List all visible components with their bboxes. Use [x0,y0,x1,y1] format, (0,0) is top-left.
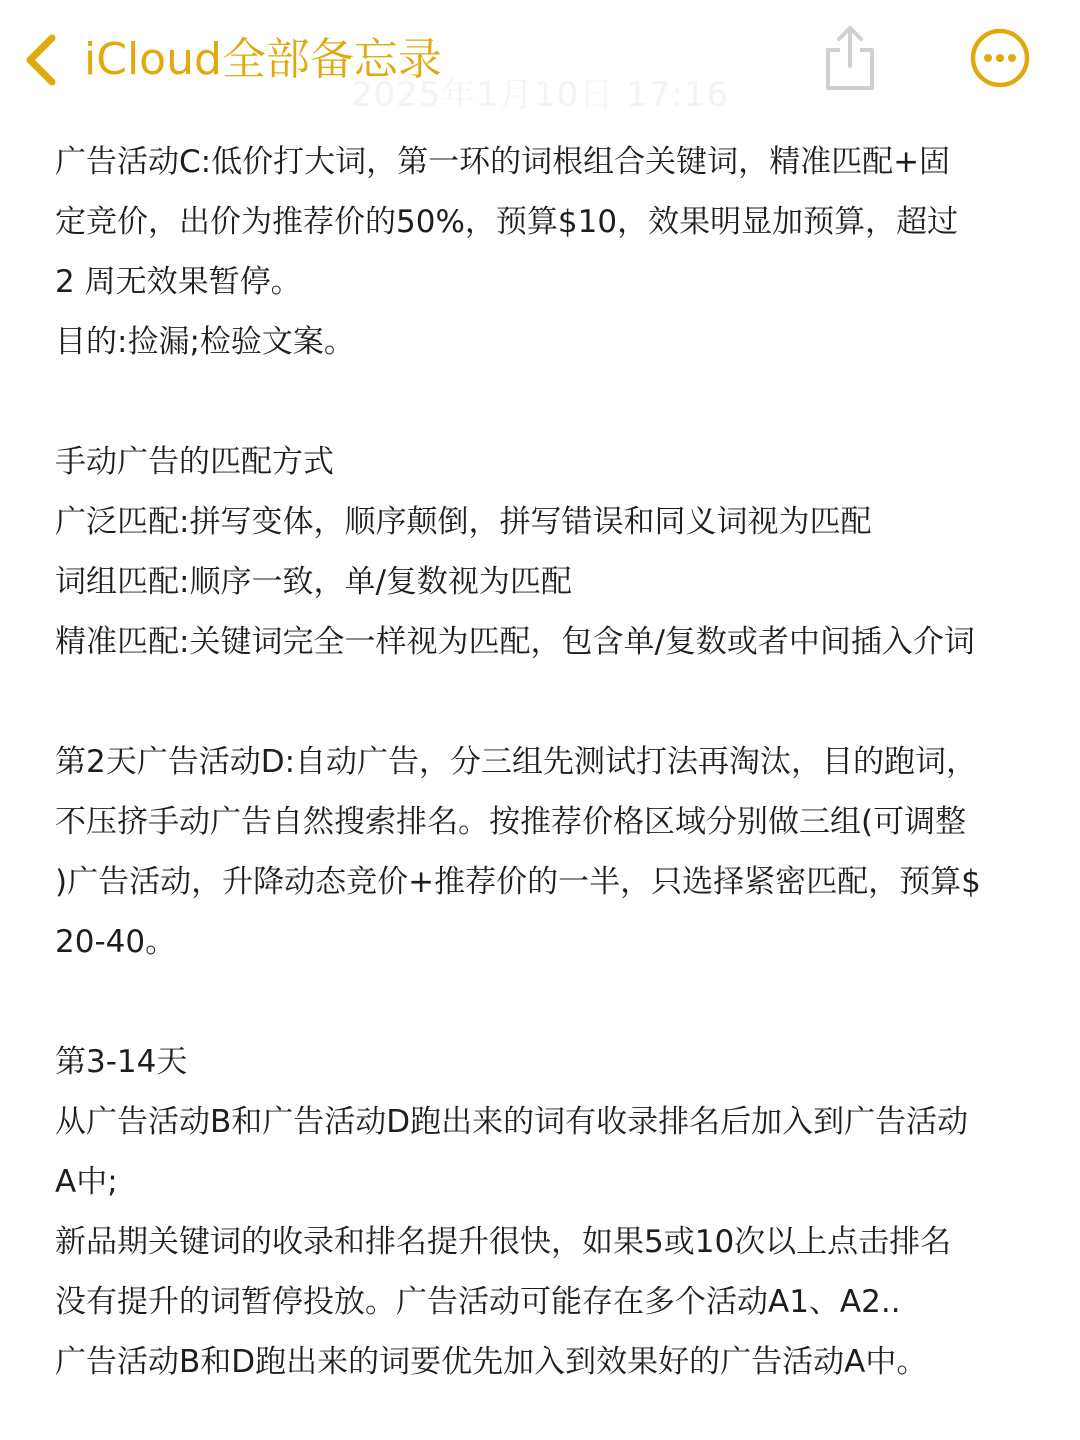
more-button[interactable] [970,28,1030,88]
note-text-line: 没有提升的词暂停投放。广告活动可能存在多个活动A1、A2.. [55,1284,901,1320]
note-blank-line [55,372,1045,432]
chevron-left-icon [22,32,62,88]
note-text-line: 广泛匹配:拼写变体，顺序颠倒，拼写错误和同义词视为匹配 [55,504,872,540]
note-text-line: 新品期关键词的收录和排名提升很快，如果5或10次以上点击排名 [55,1224,952,1260]
note-text-line: 第3-14天 [55,1044,188,1080]
note-text-line: 2 周无效果暂停。 [55,264,302,300]
note-text-line: 从广告活动B和广告活动D跑出来的词有收录排名后加入到广告活动 [55,1104,969,1140]
note-blank-line [55,972,1045,1032]
note-text-line: 目的:捡漏;检验文案。 [55,324,355,360]
back-button-label: iCloud全部备忘录 [84,34,442,85]
note-text-line: 第2天广告活动D:自动广告，分三组先测试打法再淘汰，目的跑词， [55,744,978,780]
note-text-line: 定竞价，出价为推荐价的50%，预算$10，效果明显加预算，超过 [55,204,959,240]
note-text-line: )广告活动，升降动态竞价+推荐价的一半，只选择紧密匹配，预算$ [55,864,981,900]
note-text-line: 20-40。 [55,924,177,960]
note-timestamp: 2025年1月10日 17:16 [350,75,730,115]
note-text-line: 广告活动B和D跑出来的词要优先加入到效果好的广告活动A中。 [55,1344,928,1380]
share-icon [820,22,880,94]
back-button[interactable] [22,30,442,90]
note-text-line: 不压挤手动广告自然搜索排名。按推荐价格区域分别做三组(可调整 [55,804,967,840]
note-text-line: 精准匹配:关键词完全一样视为匹配，包含单/复数或者中间插入介词 [55,624,975,660]
navigation-bar [0,0,1080,120]
note-text-line: 手动广告的匹配方式 [55,444,334,480]
share-button[interactable] [820,22,880,94]
ellipsis-circle-icon [970,28,1030,88]
note-body[interactable] [55,132,1045,1392]
note-blank-line [55,672,1045,732]
note-text-line: A中; [55,1164,118,1200]
note-text-line: 广告活动C:低价打大词，第一环的词根组合关键词，精准匹配+固 [55,144,951,180]
note-text-line: 词组匹配:顺序一致，单/复数视为匹配 [55,564,572,600]
